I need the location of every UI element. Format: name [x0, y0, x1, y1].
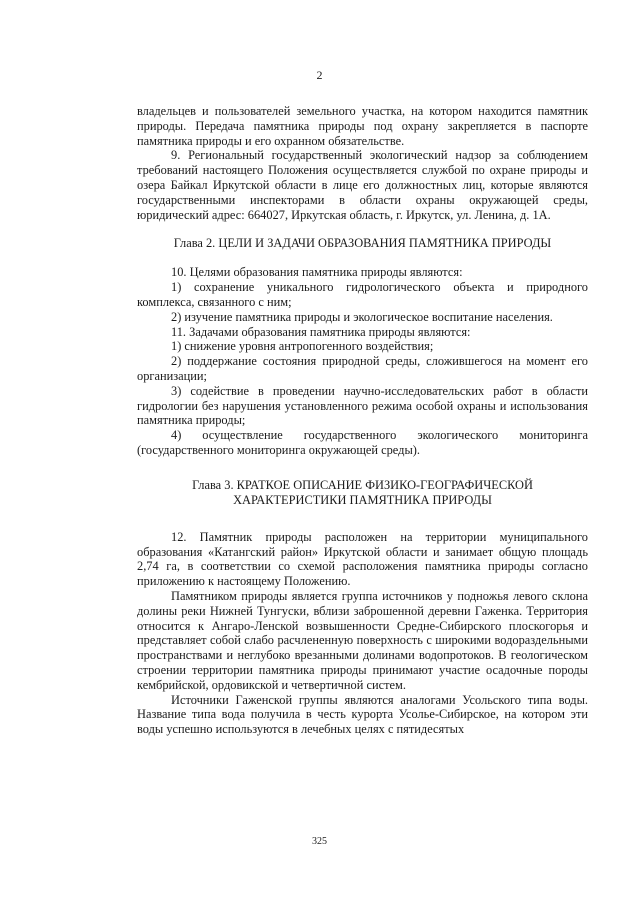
list-item: 3) содействие в проведении научно-исследовательских работ в области гидрологии без нарушения установленного режима особой охраны и использования памятника природы;	[137, 383, 588, 428]
list-item: 4) осуществление государственного экологического мониторинга (государственного мониторинга окружающей среды).	[137, 428, 588, 457]
paragraph: владельцев и пользователей земельного участка, на котором находится памятник природы. Передача памятника природы под охрану закрепляется в паспорте памятника природы и его охранном обязательстве.	[137, 104, 588, 148]
chapter-3-heading	[137, 478, 588, 508]
chapter-3-heading-line-2: ХАРАКТЕРИСТИКИ ПАМЯТНИКА ПРИРОДЫ	[233, 492, 492, 507]
chapter-3-heading-line-1: Глава 3. КРАТКОЕ ОПИСАНИЕ ФИЗИКО-ГЕОГРАФИЧЕСКОЙ	[192, 477, 533, 492]
paragraph-item-9: 9. Региональный государственный экологический надзор за соблюдением требований настоящего Положения осуществляется службой по охране природы и озера Байкал Иркутской области в лице его должностных лиц, которые являются государственными инспекторами в области охраны окружающей среды, юридический адрес: 664027, Иркутская область, г. Иркутск, ул. Ленина, д. 1А.	[137, 148, 588, 222]
list-item: 2) изучение памятника природы и экологическое воспитание населения.	[171, 309, 553, 324]
list-item: 11. Задачами образования памятника природы являются:	[171, 324, 471, 339]
paragraph: Источники Гаженской группы являются аналогами Усольского типа воды. Название типа вода получила в честь курорта Усолье-Сибирское, на котором эти воды успешно используются в лечебных целях с пятидесятых	[137, 692, 588, 737]
list-item: 1) сохранение уникального гидрологического объекта и природного комплекса, связанного с ним;	[137, 280, 588, 309]
list-item: 2) поддержание состояния природной среды, сложившегося на момент его организации;	[137, 354, 588, 383]
list-item: 10. Целями образования памятника природы являются:	[171, 265, 463, 280]
paragraph: Памятником природы является группа источников у подножья левого склона долины реки Нижней Тунгуски, вблизи заброшенной деревни Гаженка. Территория относится к Ангаро-Ленской возвышенности Средне-Сибирского плоскогорья и представляет собой слабо расчлененную поверхность с широкими водораздельными пространствами и неглубоко врезанными долинами водопротоков. В геологическом строении территории памятника природы принимают участие осадочные породы кембрийской, ордовикской и четвертичной систем.	[137, 588, 588, 692]
page-footer-number: 325	[312, 836, 327, 847]
list-item: 1) снижение уровня антропогенного воздействия;	[171, 339, 434, 354]
paragraph-item-12: 12. Памятник природы расположен на территории муниципального образования «Катангский район» Иркутской области и занимает общую площадь 2,74 га, в соответствии со схемой расположения памятника природы согласно приложению к настоящему Положению.	[137, 529, 588, 589]
document-body	[137, 104, 588, 737]
chapter-2-heading: Глава 2. ЦЕЛИ И ЗАДАЧИ ОБРАЗОВАНИЯ ПАМЯТНИКА ПРИРОДЫ	[173, 236, 552, 251]
page-number: 2	[316, 68, 323, 82]
